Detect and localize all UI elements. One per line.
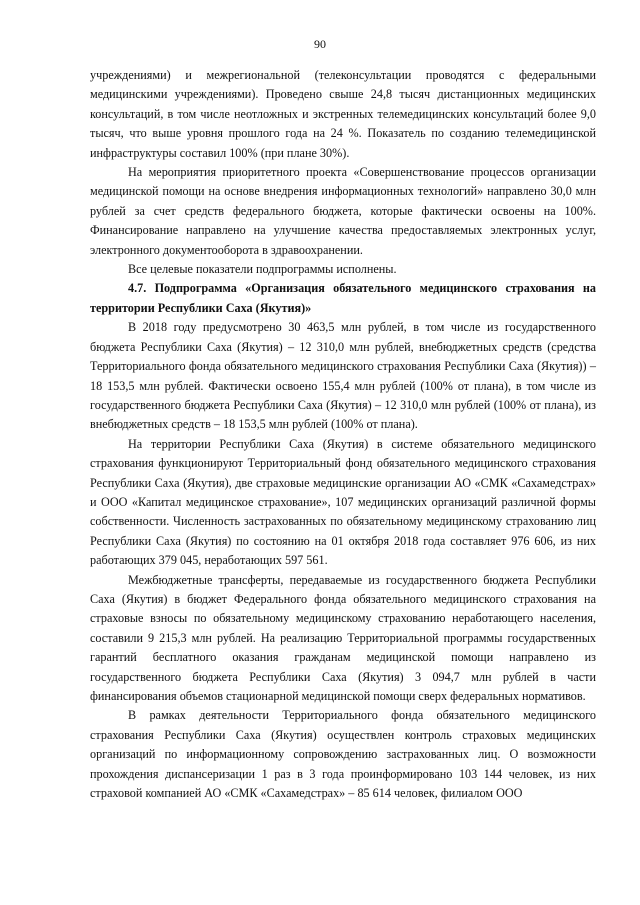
paragraph-targets-met: Все целевые показатели подпрограммы исполнены. <box>128 262 397 277</box>
section-heading-4-7: 4.7. Подпрограмма «Организация обязательного медицинского страхования на территории Республики Саха (Якутия)» <box>90 281 596 315</box>
paragraph-priority-project: На мероприятия приоритетного проекта «Совершенствование процессов организации медицинской помощи на основе внедрения информационных технологий» направлено 30,0 млн рублей за счет средств федерального бюджета, которые фактически освоены на 100%. Финансирование направлено на улучшение качества предоставляемых электронных услуг, электронного документооборота в здравоохранении. <box>90 165 596 257</box>
paragraph-insurer-control: В рамках деятельности Территориального фонда обязательного медицинского страхования Республики Саха (Якутия) осуществлен контроль страховых медицинских организаций по информационному сопровождению застрахованных лиц. О возможности прохождения диспансеризации 1 раз в 3 года проинформировано 103 144 человек, из них страховой компанией АО «СМК «Сахамедстрах» – 85 614 человек, филиалом ООО <box>90 708 596 801</box>
paragraph-insurance-system: На территории Республики Саха (Якутия) в системе обязательного медицинского страхования функционируют Территориальный фонд обязательного медицинского страхования Республики Саха (Якутия), две страховые медицинские организации АО «СМК «Сахамедстрах» и ООО «Капитал медицинское страхование», 107 медицинских организаций различной формы собственности. Численность застрахованных по обязательному медицинскому страхованию лиц Республики Саха (Якутия) по состоянию на 01 октября 2018 года составляет 976 606, из них работающих 379 045, неработающих 597 561. <box>90 436 596 568</box>
page-number: 90 <box>314 37 326 51</box>
paragraph-telemedicine: учреждениями) и межрегиональной (телеконсультации проводятся с федеральными медицинскими учреждениями). Проведено свыше 24,8 тысяч дистанционных медицинских консультаций, в том числе неотложных и экстренных телемедицинских консультаций более 9,0 тысяч, что выше уровня прошлого года на 24 %. Показатель по созданию телемедицинской инфраструктуры составил 100% (при плане 30%). <box>90 68 596 160</box>
paragraph-funding-2018: В 2018 году предусмотрено 30 463,5 млн рублей, в том числе из государственного бюджета Республики Саха (Якутия) – 12 310,0 млн рублей, внебюджетных средств (средства Территориального фонда обязательного медицинского страхования Республики Саха (Якутия)) – 18 153,5 млн рублей. Фактически освоено 155,4 млн рублей (100% от плана), в том числе из государственного бюджета Республики Саха (Якутия) – 12 310,0 млн рублей (100% от плана), из внебюджетных средств – 18 153,5 млн рублей (100% от плана). <box>90 320 596 432</box>
page-body <box>90 66 596 803</box>
paragraph-interbudget-transfers: Межбюджетные трансферты, передаваемые из государственного бюджета Республики Саха (Якутия) в бюджет Федерального фонда обязательного медицинского страхования на страховые взносы по обязательному медицинскому страхованию неработающего населения, составили 9 215,3 млн рублей. На реализацию Территориальной программы государственных гарантий бесплатного оказания гражданам медицинской помощи направлено из государственного бюджета Республики Саха (Якутия) 3 094,7 млн рублей в части финансирования объемов стационарной медицинской помощи сверх федеральных нормативов. <box>90 572 596 703</box>
